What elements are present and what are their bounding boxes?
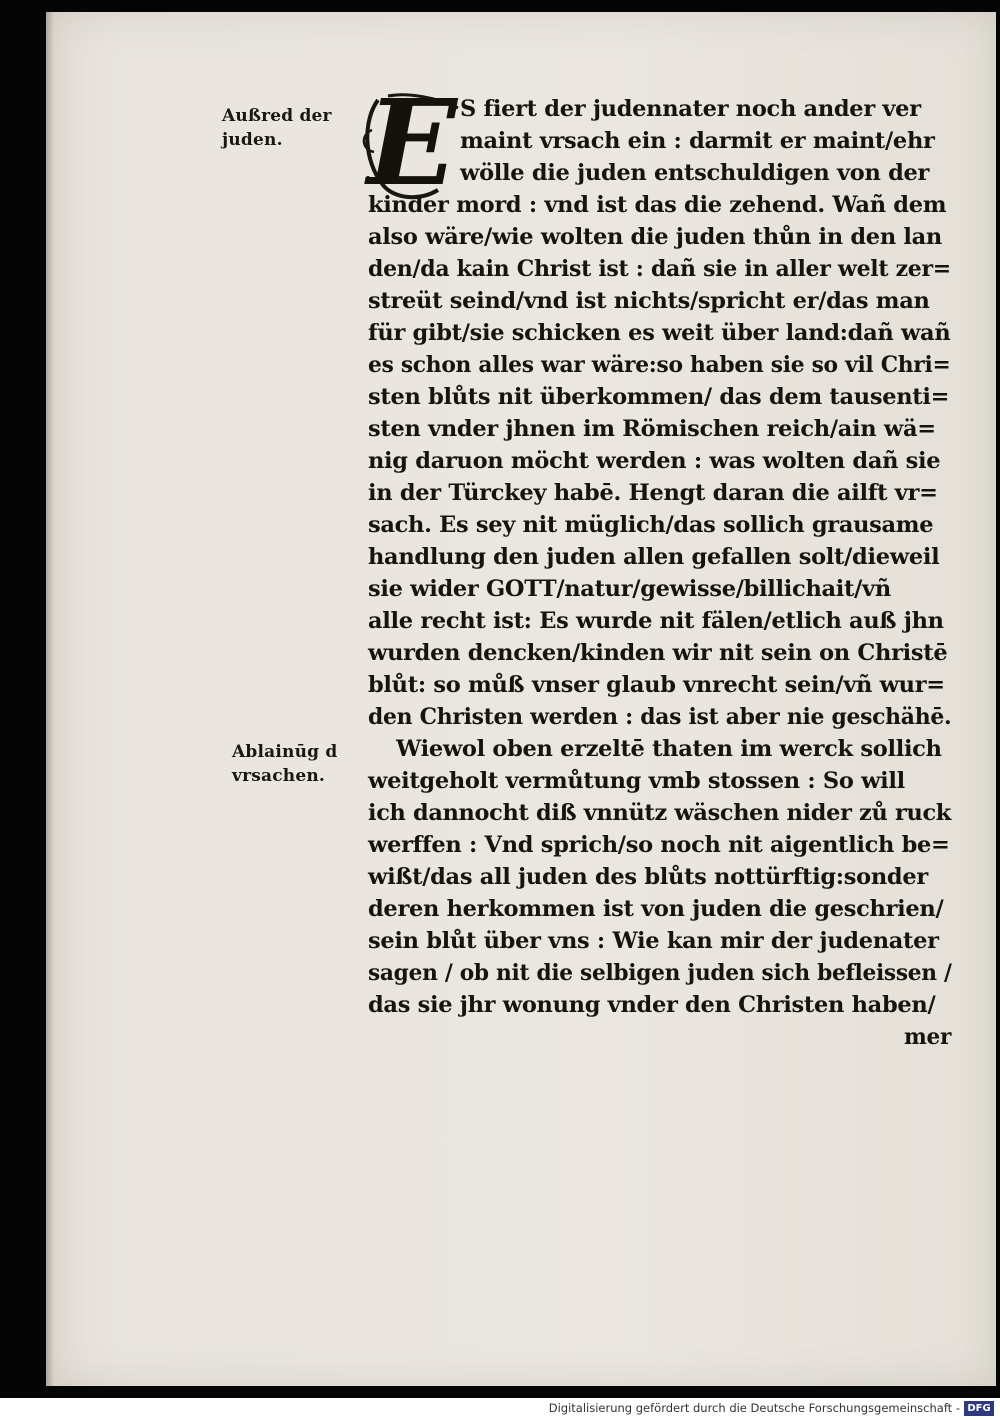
text-line: den Christen werden : das ist aber nie geschähē. (368, 704, 952, 730)
margin-note-1-text: Außred der juden. (222, 106, 332, 150)
text-line: wölle die juden entschuldigen von der (460, 160, 930, 186)
footer-bar (0, 1398, 1000, 1420)
text-line: streüt seind/vnd ist nichts/spricht er/das man (368, 288, 930, 314)
margin-note-2 (232, 740, 362, 788)
drop-cap: E (367, 73, 457, 212)
book-page (46, 12, 996, 1386)
text-line: in der Türckey habē. Hengt daran die ailft vr= (368, 480, 938, 506)
text-line: sein blůt über vns : Wie kan mir der judenater (368, 928, 939, 954)
text-line: deren herkommen ist von juden die geschrien/ (368, 896, 944, 922)
text-line: wurden dencken/kinden wir nit sein on Christē (368, 640, 948, 666)
text-line: blůt: so můß vnser glaub vnrecht sein/vñ wur= (368, 672, 945, 698)
text-line: den/da kain Christ ist : dañ sie in aller welt zer= (368, 256, 951, 282)
text-line: werffen : Vnd sprich/so noch nit aigentlich be= (368, 832, 950, 858)
text-line: ich dannocht diß vnnütz wäschen nider zů ruck (368, 800, 951, 826)
catchword: mer (904, 1024, 952, 1050)
footer-credit: Digitalisierung gefördert durch die Deutsche Forschungsgemeinschaft - (548, 1401, 960, 1415)
text-line: also wäre/wie wolten die juden thůn in den lan (368, 224, 942, 250)
text-line: handlung den juden allen gefallen solt/dieweil (368, 544, 940, 570)
dfg-logo: DFG (964, 1401, 994, 1416)
text-line: wißt/das all juden des blůts nottürftig:sonder (368, 864, 928, 890)
text-line: S fiert der judennater noch ander ver (460, 96, 921, 122)
text-line: sten blůts nit überkommen/ das dem tausenti= (368, 384, 950, 410)
text-line: sie wider GOTT/natur/gewisse/billichait/vñ (368, 576, 891, 602)
text-line: nig daruon möcht werden : was wolten dañ sie (368, 448, 941, 474)
text-line: für gibt/sie schicken es weit über land:dañ wañ (368, 320, 951, 346)
text-line: kinder mord : vnd ist das die zehend. Wañ dem (368, 192, 947, 218)
text-line: es schon alles war wäre:so haben sie so vil Chri= (368, 352, 951, 378)
text-line: sagen / ob nit die selbigen juden sich befleissen / (368, 960, 952, 986)
text-line: sach. Es sey nit müglich/das sollich grausame (368, 512, 934, 538)
text-line: weitgeholt vermůtung vmb stossen : So will (368, 768, 905, 794)
text-line: Wiewol oben erzeltē thaten im werck sollich (396, 736, 942, 762)
text-line: sten vnder jhnen im Römischen reich/ain wä= (368, 416, 936, 442)
text-line: alle recht ist: Es wurde nit fälen/etlich auß jhn (368, 608, 944, 634)
margin-note-2-text: Ablainūg d vrsachen. (232, 742, 338, 786)
margin-note-1 (222, 104, 352, 152)
text-line: das sie jhr wonung vnder den Christen haben/ (368, 992, 936, 1018)
text-line: maint vrsach ein : darmit er maint/ehr (460, 128, 935, 154)
